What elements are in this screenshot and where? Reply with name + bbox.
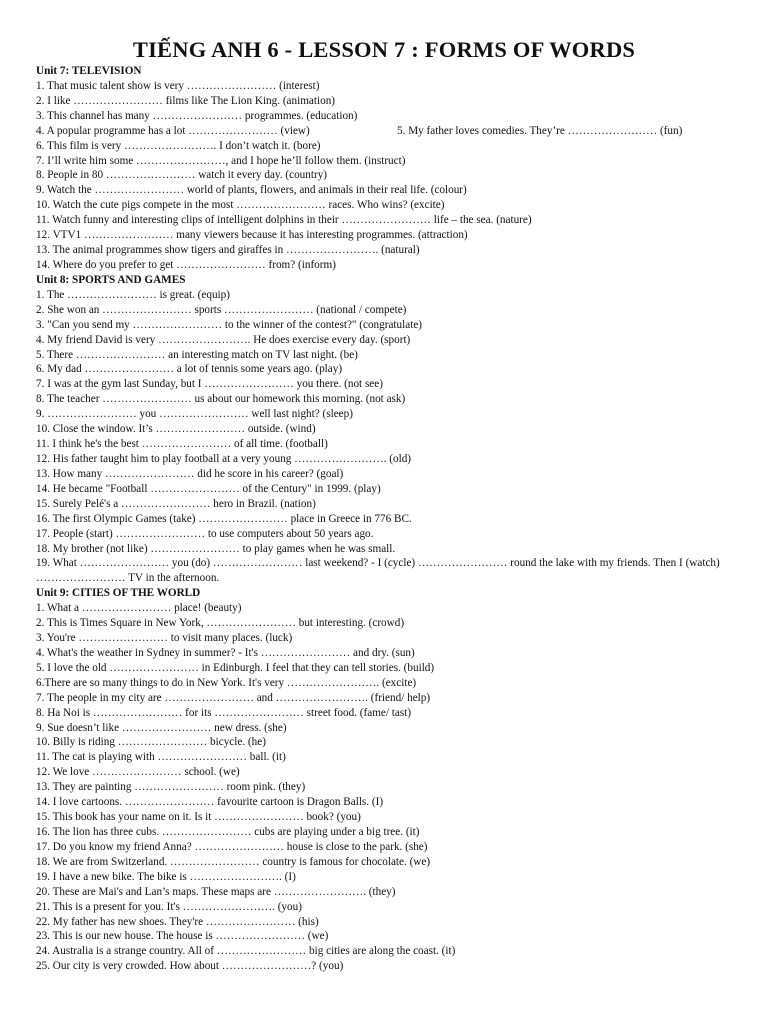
exercise-item: 7. I’ll write him some ……………………, and I hope he’ll follow them. (instruct) — [36, 154, 406, 167]
exercise-list — [36, 64, 736, 974]
exercise-item: 23. This is our new house. The house is …………………… (we) — [36, 930, 329, 943]
exercise-item: 9. …………………… you …………………… well last night? (sleep) — [36, 408, 353, 421]
unit-heading: Unit 7: TELEVISION — [36, 65, 142, 77]
exercise-item: 11. I think he's the best …………………… of all time. (football) — [36, 438, 328, 451]
exercise-item: 16. The lion has three cubs. …………………… cubs are playing under a big tree. (it) — [36, 826, 420, 839]
unit-heading: Unit 8: SPORTS AND GAMES — [36, 273, 186, 286]
exercise-item: 14. He became "Football …………………… of the Century" in 1999. (play) — [36, 482, 381, 495]
exercise-item: 7. I was at the gym last Sunday, but I …………………… you there. (not see) — [36, 378, 383, 391]
exercise-item: 5. I love the old …………………… in Edinburgh. I feel that they can tell stories. (build) — [36, 661, 435, 674]
exercise-item: 19. What …………………… you (do) …………………… last weekend? - I (cycle) …………………… round the lake with my friends. Then I (watch) …………………… TV in the afternoon. — [36, 557, 720, 585]
page-title: TIẾNG ANH 6 - LESSON 7 : FORMS OF WORDS — [132, 37, 636, 62]
exercise-item: 8. Ha Noi is …………………… for its …………………… street food. (fame/ tast) — [36, 706, 412, 719]
exercise-item: 6. This film is very ……………………. I don’t watch it. (bore) — [36, 139, 321, 152]
exercise-item: 18. My brother (not like) …………………… to play games when he was small. — [36, 542, 396, 555]
exercise-item: 1. What a …………………… place! (beauty) — [36, 602, 242, 615]
exercise-item: 14. I love cartoons. …………………… favourite cartoon is Dragon Balls. (I) — [36, 796, 384, 809]
exercise-item: 12. VTV1 …………………… many viewers because it has interesting programmes. (attraction) — [36, 229, 468, 242]
exercise-item: 4. What's the weather in Sydney in summer? - It's …………………… and dry. (sun) — [36, 646, 415, 659]
exercise-item: 13. How many …………………… did he score in his career? (goal) — [36, 467, 344, 480]
exercise-item: 11. The cat is playing with …………………… ball. (it) — [36, 751, 286, 764]
exercise-item: 1. The …………………… is great. (equip) — [36, 288, 230, 301]
exercise-item: 4. My friend David is very ……………………. He does exercise every day. (sport) — [36, 333, 411, 346]
exercise-item: 14. Where do you prefer to get …………………… from? (inform) — [36, 258, 336, 271]
exercise-item: 3. This channel has many …………………… programmes. (education) — [36, 109, 358, 122]
exercise-item: 25. Our city is very crowded. How about ……………………? (you) — [36, 960, 344, 973]
exercise-item: 13. The animal programmes show tigers and giraffes in ……………………. (natural) — [36, 244, 420, 257]
exercise-item: 10. Close the window. It’s …………………… outside. (wind) — [36, 423, 316, 436]
exercise-item: 22. My father has new shoes. They're …………………… (his) — [36, 915, 319, 928]
exercise-item: 7. The people in my city are …………………… and ……………………. (friend/ help) — [36, 691, 431, 704]
exercise-item: 2. I like …………………… films like The Lion King. (animation) — [36, 94, 336, 107]
exercise-item: 2. She won an …………………… sports …………………… (national / compete) — [36, 303, 407, 316]
exercise-item: 17. People (start) …………………… to use computers about 50 years ago. — [36, 527, 374, 540]
exercise-item: 6. My dad …………………… a lot of tennis some years ago. (play) — [36, 363, 343, 376]
exercise-item: 5. My father loves comedies. They’re …………………… (fun) — [397, 124, 683, 137]
exercise-item: 11. Watch funny and interesting clips of intelligent dolphins in their …………………… life – the sea. (nature) — [36, 214, 532, 227]
exercise-item: 15. This book has your name on it. Is it …………………… book? (you) — [36, 811, 361, 824]
exercise-item: 6.There are so many things to do in New York. It's very ……………………. (excite) — [36, 676, 417, 689]
unit-heading: Unit 9: CITIES OF THE WORLD — [36, 587, 201, 600]
exercise-item: 9. Watch the …………………… world of plants, flowers, and animals in their real life. (colour) — [36, 184, 467, 197]
exercise-item: 4. A popular programme has a lot …………………… (view) — [36, 124, 310, 137]
exercise-item: 8. The teacher …………………… us about our homework this morning. (not ask) — [36, 393, 406, 406]
exercise-item: 2. This is Times Square in New York, …………………… but interesting. (crowd) — [36, 617, 405, 630]
exercise-item: 1. That music talent show is very …………………… (interest) — [36, 79, 320, 92]
exercise-item: 17. Do you know my friend Anna? …………………… house is close to the park. (she) — [36, 840, 428, 853]
exercise-item: 9. Sue doesn’t like …………………… new dress. (she) — [36, 721, 287, 734]
exercise-item: 3. You're …………………… to visit many places. (luck) — [36, 632, 293, 645]
exercise-item: 12. We love …………………… school. (we) — [36, 766, 240, 779]
exercise-item: 20. These are Mai's and Lan’s maps. These maps are ……………………. (they) — [36, 885, 396, 898]
exercise-item: 24. Australia is a strange country. All of …………………… big cities are along the coast. (it) — [36, 945, 456, 958]
exercise-item: 21. This is a present for you. It's ……………………. (you) — [36, 900, 302, 913]
exercise-item: 15. Surely Pelé's a …………………… hero in Brazil. (nation) — [36, 497, 316, 510]
exercise-item: 16. The first Olympic Games (take) …………………… place in Greece in 776 BC. — [36, 512, 412, 525]
exercise-item: 3. "Can you send my …………………… to the winner of the contest?" (congratulate) — [36, 318, 423, 331]
exercise-item: 13. They are painting …………………… room pink. (they) — [36, 781, 306, 794]
exercise-item: 10. Watch the cute pigs compete in the most …………………… races. Who wins? (excite) — [36, 199, 445, 212]
exercise-row-pair — [36, 124, 736, 139]
exercise-item: 5. There …………………… an interesting match on TV last night. (be) — [36, 348, 358, 361]
exercise-item: 18. We are from Switzerland. …………………… country is famous for chocolate. (we) — [36, 855, 431, 868]
exercise-item: 8. People in 80 …………………… watch it every day. (country) — [36, 169, 328, 182]
exercise-item: 19. I have a new bike. The bike is ……………………. (I) — [36, 870, 296, 883]
exercise-item: 10. Billy is riding …………………… bicycle. (he) — [36, 736, 266, 749]
exercise-item: 12. His father taught him to play football at a very young ……………………. (old) — [36, 452, 412, 465]
